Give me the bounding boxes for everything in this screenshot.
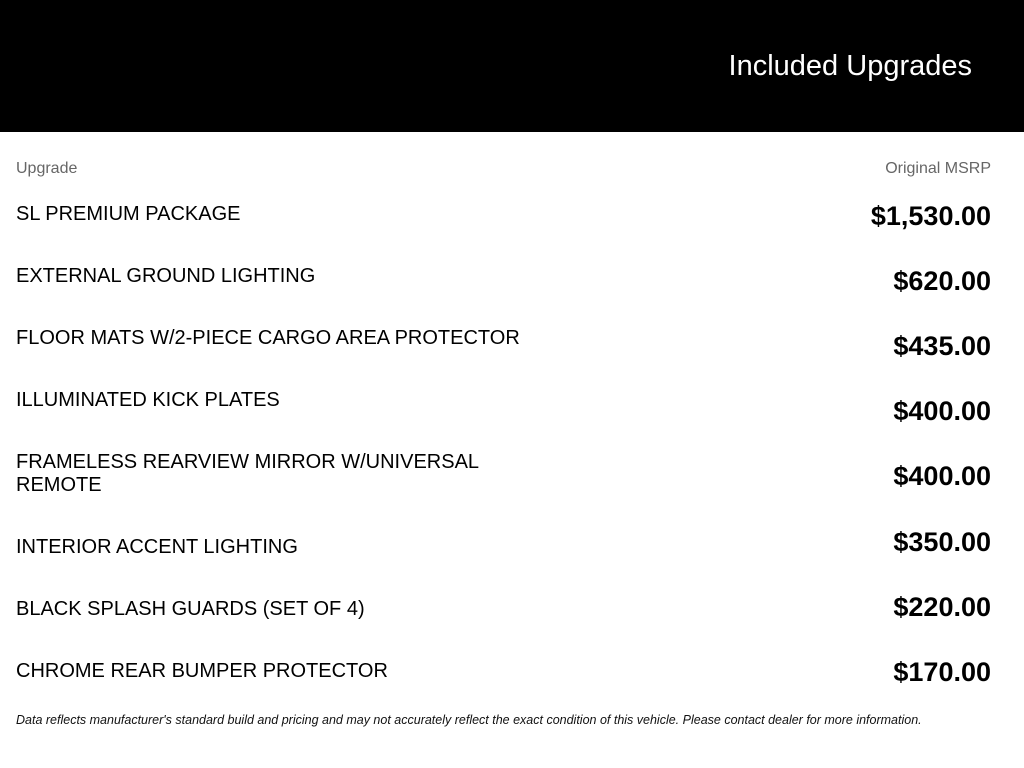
upgrade-price: $400.00 — [893, 396, 991, 426]
upgrade-row — [16, 389, 991, 439]
upgrade-name: ILLUMINATED KICK PLATES — [16, 389, 280, 411]
header-banner — [0, 0, 1024, 132]
upgrade-name: BLACK SPLASH GUARDS (SET OF 4) — [16, 598, 365, 620]
upgrade-row — [16, 327, 991, 377]
upgrade-name: CHROME REAR BUMPER PROTECTOR — [16, 660, 388, 682]
upgrade-price: $400.00 — [893, 461, 991, 491]
upgrade-price: $350.00 — [893, 527, 991, 557]
upgrade-price: $1,530.00 — [870, 201, 991, 231]
upgrade-name: FLOOR MATS W/2-PIECE CARGO AREA PROTECTOR — [16, 327, 520, 349]
upgrade-row — [16, 592, 991, 648]
disclaimer-text: Data reflects manufacturer's standard build and pricing and may not accurately reflect the exact condition of this vehicle. Please contact dealer for more information. — [16, 713, 922, 727]
column-headers — [16, 160, 991, 180]
upgrade-row — [16, 265, 991, 315]
upgrade-row — [16, 451, 991, 511]
upgrade-price: $220.00 — [893, 592, 991, 622]
upgrade-price: $170.00 — [893, 657, 991, 687]
upgrade-price: $435.00 — [893, 331, 991, 361]
upgrade-name: EXTERNAL GROUND LIGHTING — [16, 265, 316, 287]
column-header-msrp: Original MSRP — [885, 160, 991, 177]
page-title: Included Upgrades — [728, 50, 972, 82]
upgrade-row — [16, 657, 991, 710]
upgrade-price: $620.00 — [893, 266, 991, 296]
upgrade-row — [16, 527, 991, 586]
upgrade-name: SL PREMIUM PACKAGE — [16, 203, 241, 225]
column-header-upgrade: Upgrade — [16, 160, 78, 177]
upgrade-name: INTERIOR ACCENT LIGHTING — [16, 536, 298, 558]
upgrade-name: FRAMELESS REARVIEW MIRROR W/UNIVERSAL REMOTE — [16, 451, 479, 496]
upgrade-row — [16, 203, 991, 253]
